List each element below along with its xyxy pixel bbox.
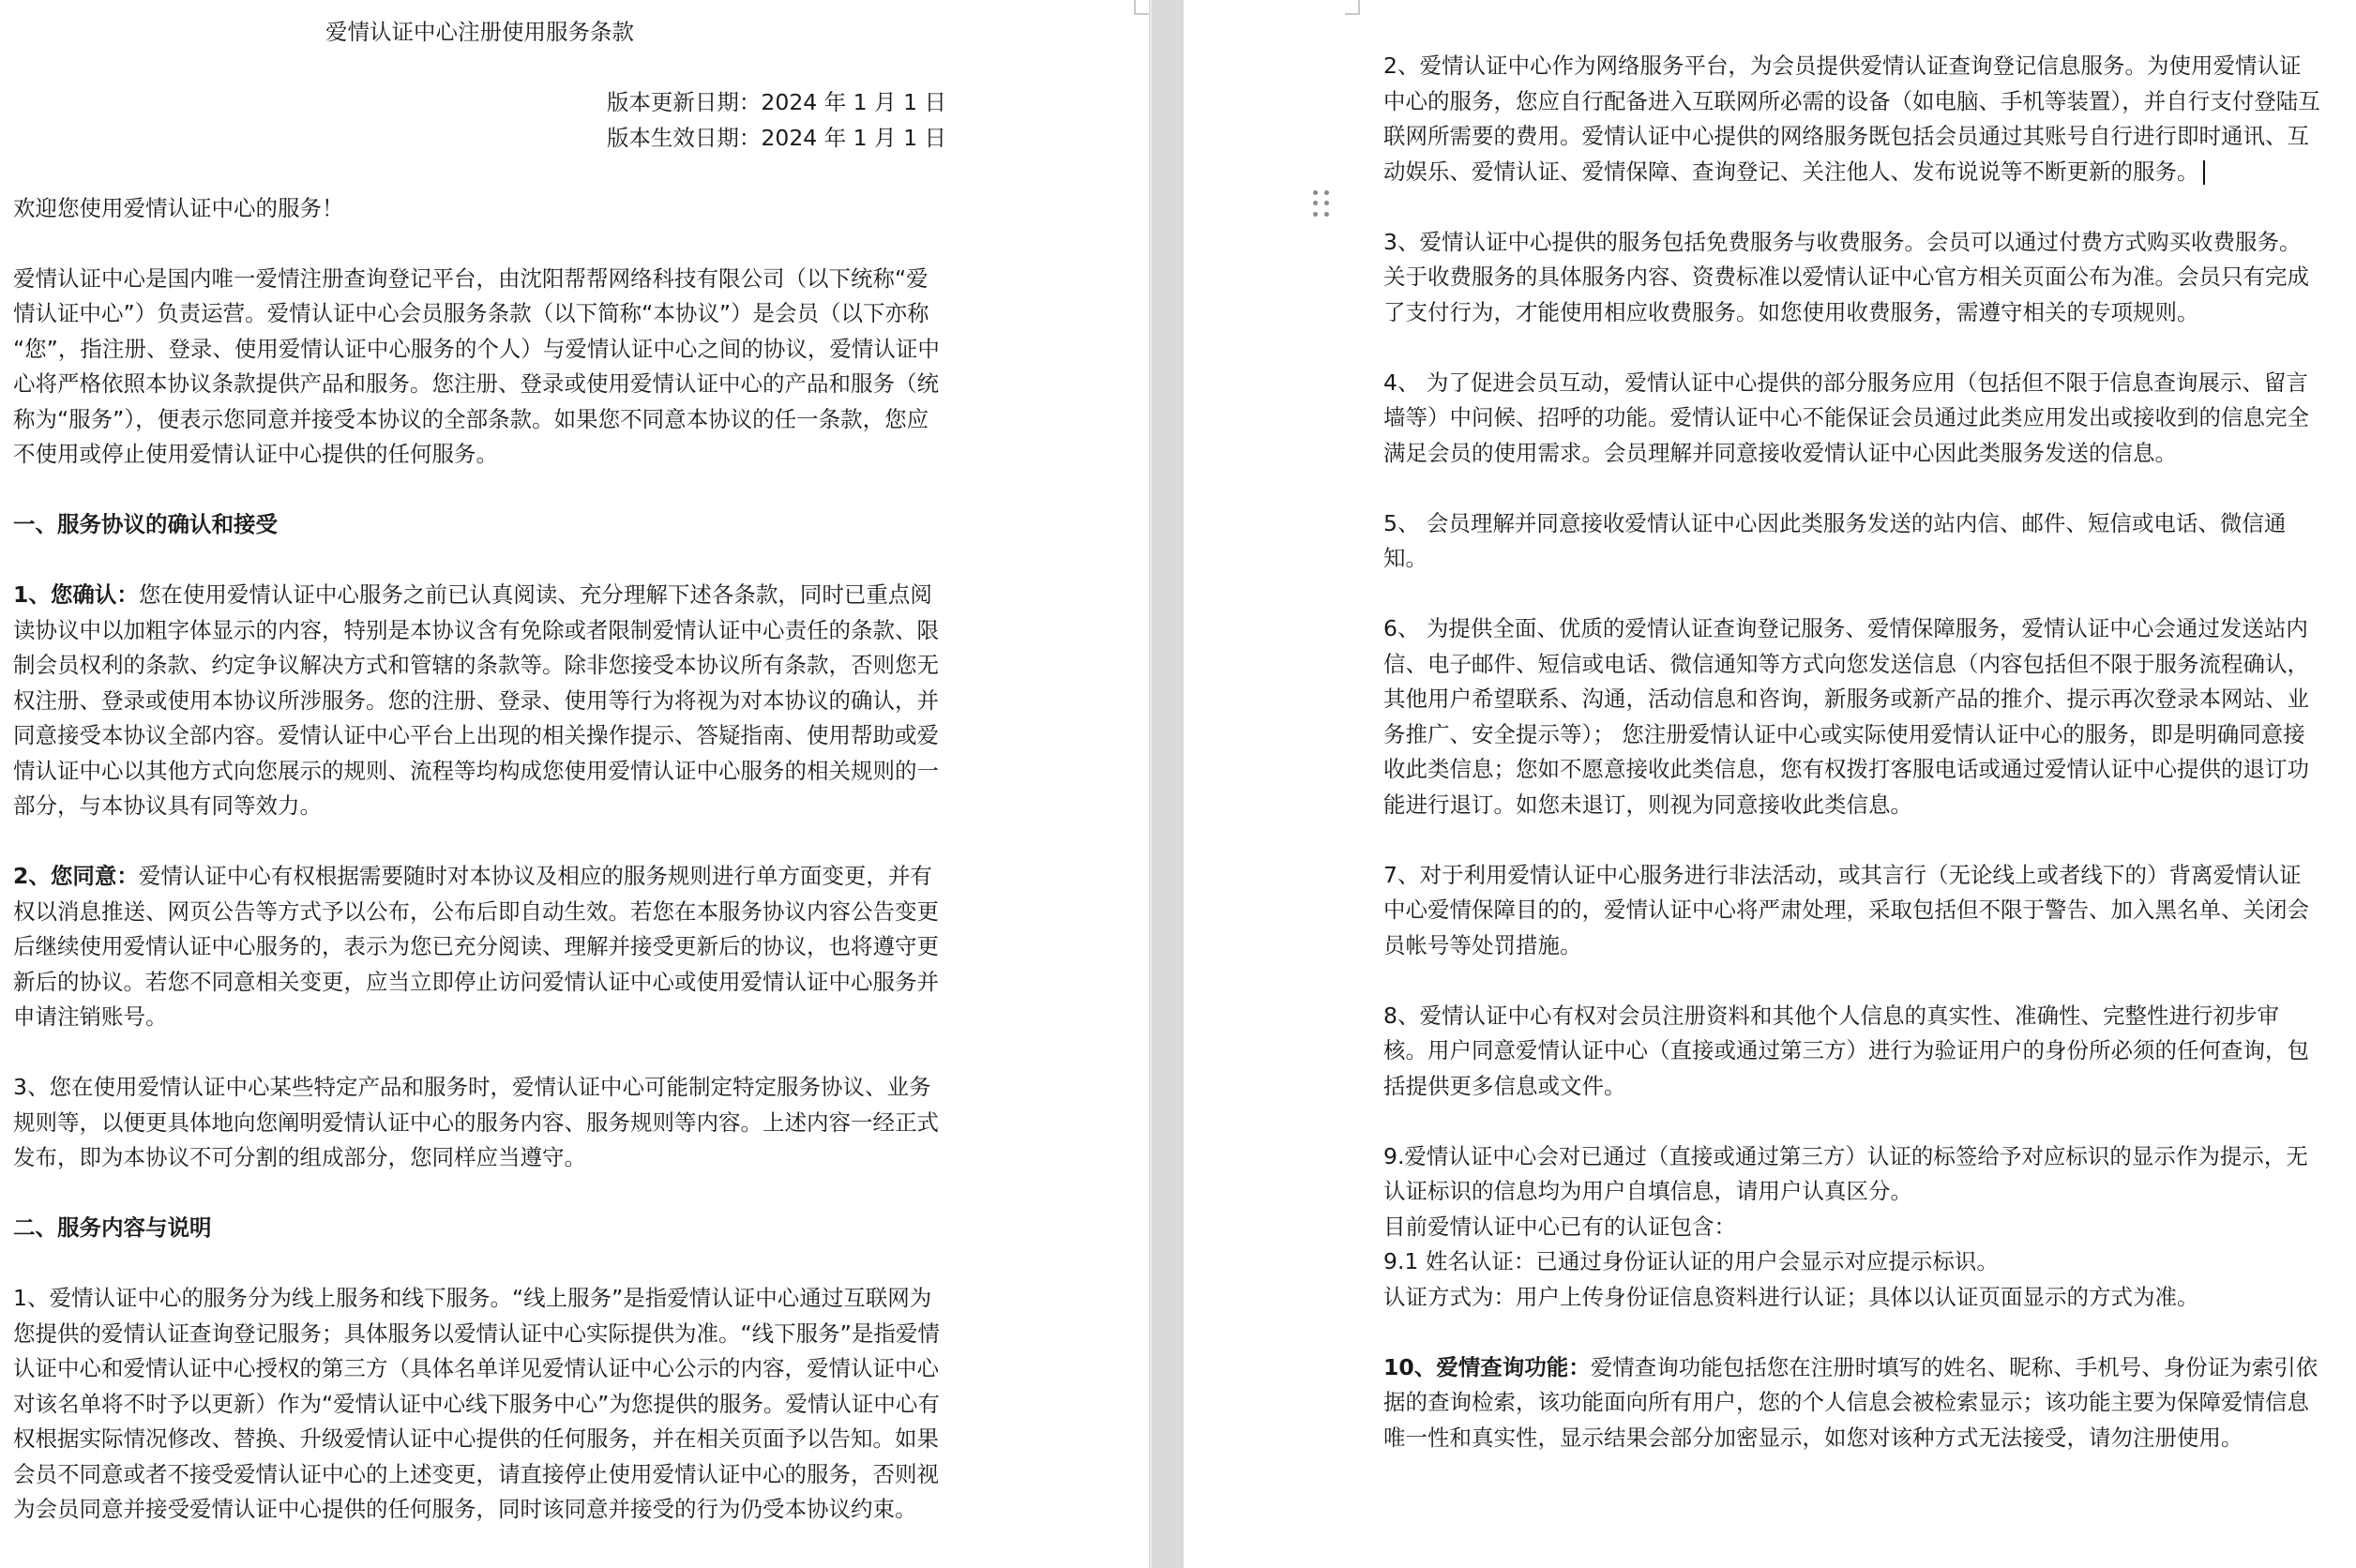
page-content[interactable] (1383, 49, 2321, 1455)
clause-paragraph (13, 859, 946, 1035)
intro-paragraph: 爱情认证中心是国内唯一爱情注册查询登记平台，由沈阳帮帮网络科技有限公司（以下统称“爱情认证中心”）负责运营。爱情认证中心会员服务条款（以下简称“本协议”）是会员（以下亦称 “您”，指注册、登录、使用爱情认证中心服务的个人）与爱情认证中心之间的协议，爱情认证中心将严格依照本协议条款提供产品和服务。您注册、登录或使用爱情认证中心的产品和服务（统称为“服务”），便表示您同意并接受本协议的全部条款。如果您不同意本协议的任一条款，您应不使用或停止使用爱情认证中心提供的任何服务。 (13, 264, 940, 467)
clause-paragraph: 3、您在使用爱情认证中心某些特定产品和服务时，爱情认证中心可能制定特定服务协议、业务规则等，以便更具体地向您阐明爱情认证中心的服务内容、服务规则等内容。上述内容一经正式发布，即为本协议不可分割的组成部分，您同样应当遵守。 (13, 1074, 939, 1170)
clause-lead: 2、您同意： (13, 863, 139, 889)
clause-lead: 1、您确认： (13, 581, 139, 608)
effective-date: 版本生效日期：2024 年 1 月 1 日 (606, 124, 946, 151)
welcome-line: 欢迎您使用爱情认证中心的服务！ (13, 194, 344, 221)
clause-paragraph (1383, 1350, 2321, 1456)
page-edge-line (1150, 0, 1152, 1568)
section2-heading-text: 二、服务内容与说明 (13, 1214, 212, 1241)
text-cursor (2203, 160, 2205, 185)
clause-paragraph (1383, 49, 2321, 189)
document-title: 爱情认证中心注册使用服务条款 (325, 19, 634, 45)
clause-body: 爱情认证中心有权根据需要随时对本协议及相应的服务规则进行单方面变更，并有权以消息推送、网页公告等方式予以公布，公布后即自动生效。若您在本服务协议内容公告变更后继续使用爱情认证中心服务的，表示为您已充分阅读、理解并接受更新后的协议，也将遵守更新后的协议。若您不同意相关变更，应当立即停止访问爱情认证中心或使用爱情认证中心服务并申请注销账号。 (13, 863, 939, 1030)
clause-paragraph (13, 578, 946, 824)
page-corner-marker (1134, 0, 1149, 15)
section1-heading-text: 一、服务协议的确认和接受 (13, 511, 278, 537)
clause-body: 爱情查询功能包括您在注册时填写的姓名、昵称、手机号、身份证为索引依据的查询检索，该功能面向所有用户，您的个人信息会被检索显示；该功能主要为保障爱情信息唯一性和真实性，显示结果会部分加密显示，如您对该种方式无法接受，请勿注册使用。 (1383, 1353, 2318, 1451)
clause-body: 2、爱情认证中心作为网络服务平台，为会员提供爱情认证查询登记信息服务。为使用爱情认证中心的服务，您应自行配备进入互联网所必需的设备（如电脑、手机等装置），并自行支付登陆互联网所需要的费用。爱情认证中心提供的网络服务既包括会员通过其账号自行进行即时通讯、互动娱乐、爱情认证、爱情保障、查询登记、关注他人、发布说说等不断更新的服务。 (1383, 53, 2320, 185)
section-heading (13, 507, 946, 543)
clause-paragraph: 3、爱情认证中心提供的服务包括免费服务与收费服务。会员可以通过付费方式购买收费服务。关于收费服务的具体服务内容、资费标准以爱情认证中心官方相关页面公布为准。会员只有完成了支付行为，才能使用相应收费服务。如您使用收费服务，需遵守相关的专项规则。 (1383, 228, 2309, 325)
clause-line: 认证方式为：用户上传身份证信息资料进行认证；具体以认证页面显示的方式为准。 (1383, 1283, 2199, 1310)
clause-paragraph: 4、 为了促进会员互动，爱情认证中心提供的部分服务应用（包括但不限于信息查询展示、留言墙等）中问候、招呼的功能。爱情认证中心不能保证会员通过此类应用发出或接收到的信息完全满足会员的使用需求。会员理解并同意接收爱情认证中心因此类服务发送的信息。 (1383, 369, 2309, 466)
update-date: 版本更新日期：2024 年 1 月 1 日 (606, 89, 946, 115)
document-page-right[interactable] (1184, 0, 2356, 1568)
clause-paragraph: 1、爱情认证中心的服务分为线上服务和线下服务。“线上服务”是指爱情认证中心通过互联网为您提供的爱情认证查询登记服务；具体服务以爱情认证中心实际提供为准。“线下服务”是指爱情认证中心和爱情认证中心授权的第三方（具体名单详见爱情认证中心公示的内容，爱情认证中心对该名单将不时予以更新）作为“爱情认证中心线下服务中心”为您提供的服务。爱情认证中心有权根据实际情况修改、替换、升级爱情认证中心提供的任何服务，并在相关页面予以告知。如果会员不同意或者不接受爱情认证中心的上述变更，请直接停止使用爱情认证中心的服务，否则视为会员同意并接受爱情认证中心提供的任何服务，同时该同意并接受的行为仍受本协议约束。 (13, 1285, 940, 1522)
clause-body: 您在使用爱情认证中心服务之前已认真阅读、充分理解下述各条款，同时已重点阅读协议中以加粗字体显示的内容，特别是本协议含有免除或者限制爱情认证中心责任的条款、限制会员权利的条款、约定争议解决方式和管辖的条款等。除非您接受本协议所有条款，否则您无权注册、登录或使用本协议所涉服务。您的注册、登录、使用等行为将视为对本协议的确认，并同意接受本协议全部内容。爱情认证中心平台上出现的相关操作提示、答疑指南、使用帮助或爱情认证中心以其他方式向您展示的规则、流程等均构成您使用爱情认证中心服务的相关规则的一部分，与本协议具有同等效力。 (13, 581, 939, 819)
clause-paragraph: 5、 会员理解并同意接收爱情认证中心因此类服务发送的站内信、邮件、短信或电话、微信通知。 (1383, 509, 2287, 571)
page-corner-marker (1345, 0, 1360, 15)
clause-paragraph: 7、对于利用爱情认证中心服务进行非法活动，或其言行（无论线上或者线下的）背离爱情认证中心爱情保障目的的，爱情认证中心将严肃处理，采取包括但不限于警告、加入黑名单、关闭会员帐号等处罚措施。 (1383, 861, 2309, 958)
clause-paragraph: 9.爱情认证中心会对已通过（直接或通过第三方）认证的标签给予对应标识的显示作为提示，无认证标识的信息均为用户自填信息，请用户认真区分。 (1383, 1142, 2308, 1204)
clause-line: 目前爱情认证中心已有的认证包含： (1383, 1213, 1736, 1240)
page-gap (1149, 0, 1184, 1568)
document-page-left[interactable] (0, 0, 1149, 1568)
clause-line: 9.1 姓名认证：已通过身份证认证的用户会显示对应提示标识。 (1383, 1248, 1999, 1274)
drag-handle-icon[interactable] (1313, 190, 1330, 219)
clause-lead: 10、爱情查询功能： (1383, 1353, 1591, 1380)
clause-paragraph: 6、 为提供全面、优质的爱情认证查询登记服务、爱情保障服务，爱情认证中心会通过发送站内信、电子邮件、短信或电话、微信通知等方式向您发送信息（内容包括但不限于服务流程确认，其他用户希望联系、沟通，活动信息和咨询，新服务或新产品的推介、提示再次登录本网站、业务推广、安全提示等）； 您注册爱情认证中心或实际使用爱情认证中心的服务，即是明确同意接收此类信息；您如不愿意接收此类信息，您有权拨打客服电话或通过爱情认证中心提供的退订功能进行退订。如您未退订，则视为同意接收此类信息。 (1383, 615, 2309, 818)
page-content[interactable] (13, 15, 946, 1528)
section-heading (13, 1211, 946, 1246)
clause-paragraph: 8、爱情认证中心有权对会员注册资料和其他个人信息的真实性、准确性、完整性进行初步审核。用户同意爱情认证中心（直接或通过第三方）进行为验证用户的身份所必须的任何查询，包括提供更多信息或文件。 (1383, 1002, 2309, 1099)
